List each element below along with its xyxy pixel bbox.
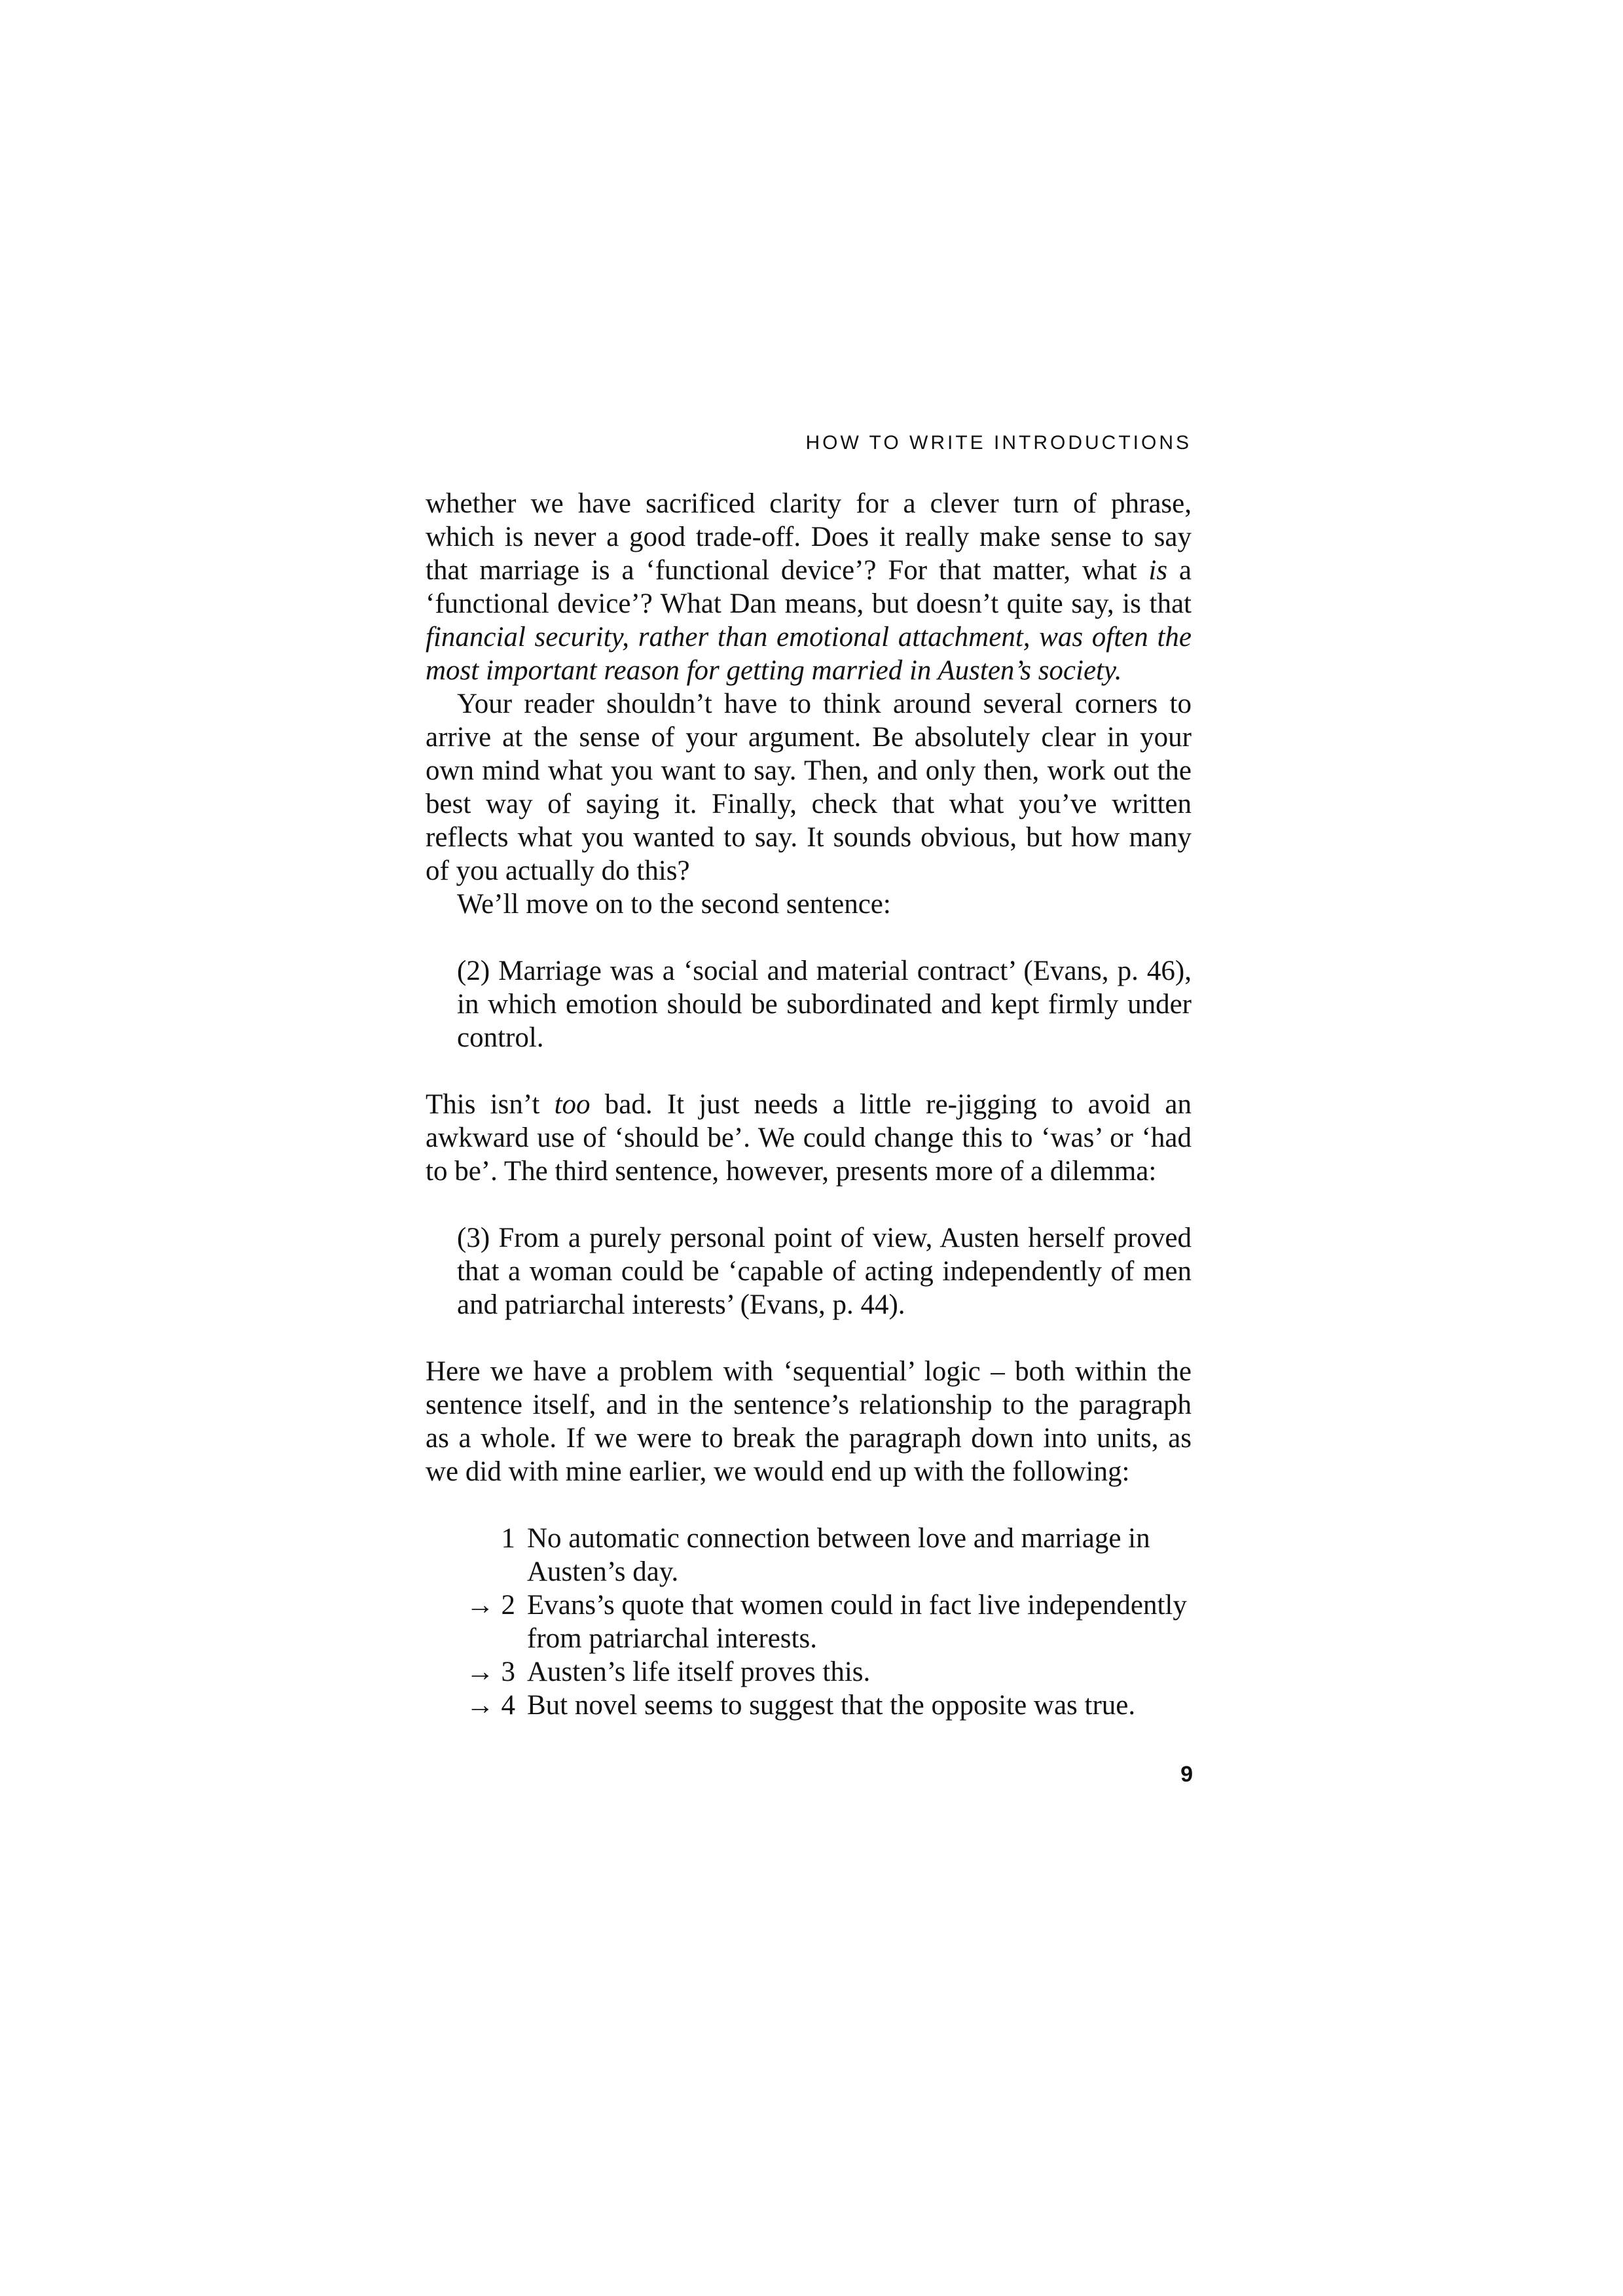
list-item [426, 1588, 1192, 1655]
unit-text: Evans’s quote that women could in fact live independently from patriarchal interests. [527, 1590, 1187, 1654]
paragraph-1-text-c: a ‘functional device’? What Dan means, but doesn’t quite say, is that [426, 555, 1192, 619]
unit-text: But novel seems to suggest that the opposite was true. [527, 1690, 1136, 1721]
paragraph-4 [426, 1088, 1192, 1188]
page-number: 9 [1180, 1762, 1193, 1787]
unit-marker: → 4 [465, 1690, 515, 1721]
list-item [426, 1689, 1192, 1722]
paragraph-1-italic-is: is [1148, 555, 1168, 586]
paragraph-2: Your reader shouldn’t have to think around several corners to arrive at the sense of your argument. Be absolutely clear in your own mind what you want to say. Then, and only then, work out the best way of saying it. Finally, check that what you’ve written reflects what you wanted to say. It sounds obvious, but how many of you actually do this? [426, 689, 1192, 886]
paragraph-1 [426, 487, 1192, 687]
list-item [426, 1522, 1192, 1588]
paragraph-1-italic-rephrase: financial security, rather than emotional attachment, was often the most important reason for getting married in Austen’s society. [426, 622, 1192, 686]
quoted-sentence-2: (2) Marriage was a ‘social and material contract’ (Evans, p. 46), in which emotion should be subordinated and kept firmly under control. [457, 956, 1192, 1053]
running-head: HOW TO WRITE INTRODUCTIONS [805, 432, 1192, 454]
unit-marker: → 3 [465, 1657, 515, 1687]
paragraph-4-text-c: bad. It just needs a little re-jigging to avoid an awkward use of ‘should be’. We could change this to ‘was’ or ‘had to be’. The third sentence, however, presents more of a dilemma: [426, 1089, 1192, 1187]
paragraph-1-text-a: whether we have sacrificed clarity for a clever turn of phrase, which is never a good trade-off. Does it really make sense to say that marriage is a ‘functional device’? For that matter, what [426, 488, 1192, 586]
units-list [426, 1522, 1192, 1722]
list-item [426, 1655, 1192, 1689]
unit-marker: → 2 [465, 1590, 515, 1621]
unit-text: Austen’s life itself proves this. [527, 1657, 871, 1687]
unit-text: No automatic connection between love and marriage in Austen’s day. [527, 1523, 1150, 1587]
paragraph-3: We’ll move on to the second sentence: [457, 889, 891, 920]
paragraph-4-text-a: This isn’t [426, 1089, 555, 1120]
paragraph-4-italic-too: too [554, 1089, 591, 1120]
page-content [426, 432, 1192, 1722]
unit-marker: 1 [501, 1523, 515, 1554]
quoted-sentence-3: (3) From a purely personal point of view, Austen herself proved that a woman could be ‘capable of acting independently of men and patriarchal interests’ (Evans, p. 44). [457, 1223, 1192, 1320]
paragraph-5: Here we have a problem with ‘sequential’ logic – both within the sentence itself, and in the sentence’s relationship to the paragraph as a whole. If we were to break the paragraph down into units, as we did with mine earlier, we would end up with the following: [426, 1356, 1192, 1487]
